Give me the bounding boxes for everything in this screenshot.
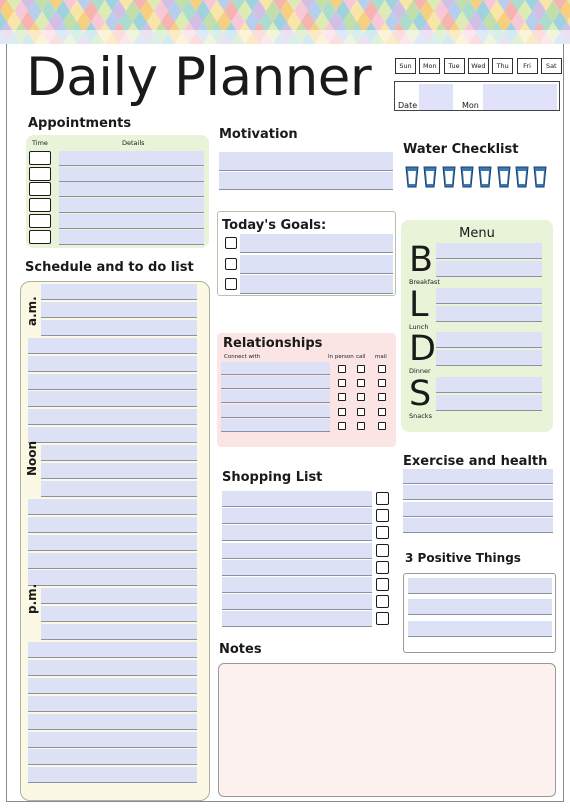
- schedule-line[interactable]: [28, 517, 197, 533]
- relationship-in-person-checkbox[interactable]: [338, 393, 346, 401]
- motivation-title: Motivation: [219, 127, 298, 142]
- positive-things-title: 3 Positive Things: [405, 551, 521, 565]
- appointment-details-line[interactable]: [59, 167, 204, 182]
- month-field[interactable]: [483, 84, 557, 110]
- menu-letter-dinner: D: [409, 329, 436, 369]
- water-cup-icon[interactable]: [405, 166, 419, 188]
- schedule-line[interactable]: [28, 767, 197, 783]
- positive-thing-line[interactable]: [408, 599, 552, 615]
- menu-meal-label-breakfast: Breakfast: [409, 278, 440, 286]
- relationships-col-connect: Connect with: [224, 354, 261, 360]
- day-box-mon[interactable]: Mon: [419, 58, 440, 74]
- exercise-line[interactable]: [403, 518, 553, 533]
- schedule-line[interactable]: [28, 714, 197, 730]
- goal-checkbox[interactable]: [225, 237, 237, 249]
- appointment-time-box[interactable]: [29, 182, 51, 196]
- shopping-list-line[interactable]: [222, 508, 372, 524]
- relationship-connect-line[interactable]: [221, 390, 330, 403]
- menu-line[interactable]: [436, 243, 542, 259]
- appointment-details-line[interactable]: [59, 230, 204, 245]
- schedule-line[interactable]: [28, 553, 197, 569]
- schedule-line[interactable]: [28, 660, 197, 676]
- water-checklist-title: Water Checklist: [403, 142, 519, 157]
- appointment-time-box[interactable]: [29, 167, 51, 181]
- shopping-list-checkbox[interactable]: [376, 509, 389, 522]
- shopping-list-line[interactable]: [222, 525, 372, 541]
- menu-line[interactable]: [436, 288, 542, 304]
- schedule-line[interactable]: [41, 463, 197, 479]
- day-box-thu[interactable]: Thu: [492, 58, 513, 74]
- goal-checkbox[interactable]: [225, 258, 237, 270]
- menu-line[interactable]: [436, 377, 542, 393]
- appointment-time-box[interactable]: [29, 214, 51, 228]
- water-cup-icon[interactable]: [478, 166, 492, 188]
- water-cup-icon[interactable]: [533, 166, 547, 188]
- pm-label: p.m.: [25, 583, 39, 614]
- relationships-panel: [217, 333, 396, 447]
- menu-panel: [401, 220, 553, 432]
- shopping-list-line[interactable]: [222, 594, 372, 610]
- schedule-line[interactable]: [28, 338, 197, 354]
- harlequin-pattern: [0, 0, 570, 44]
- relationships-col-call: call: [356, 354, 366, 360]
- relationships-col-person: In person: [328, 354, 354, 360]
- shopping-list-checkbox[interactable]: [376, 578, 389, 591]
- appointments-col-time: Time: [32, 139, 48, 147]
- appointments-title: Appointments: [28, 116, 132, 131]
- relationship-call-checkbox[interactable]: [357, 393, 365, 401]
- menu-meal-label-snacks: Snacks: [409, 411, 432, 420]
- month-label: Mon: [462, 101, 479, 110]
- relationship-call-checkbox[interactable]: [357, 408, 365, 416]
- goal-line[interactable]: [240, 234, 393, 253]
- schedule-line[interactable]: [28, 732, 197, 748]
- schedule-line[interactable]: [28, 374, 197, 390]
- schedule-line[interactable]: [41, 606, 197, 622]
- relationship-mail-checkbox[interactable]: [378, 422, 386, 430]
- appointment-details-line[interactable]: [59, 214, 204, 229]
- appointments-col-details: Details: [122, 139, 145, 147]
- relationship-connect-line[interactable]: [221, 362, 330, 375]
- menu-letter-breakfast: B: [409, 240, 434, 280]
- relationship-call-checkbox[interactable]: [357, 422, 365, 430]
- date-label: Date: [398, 101, 418, 110]
- schedule-line[interactable]: [28, 499, 197, 515]
- motivation-line[interactable]: [219, 172, 393, 190]
- shopping-list-checkbox[interactable]: [376, 612, 389, 625]
- exercise-line[interactable]: [403, 502, 553, 517]
- schedule-line[interactable]: [41, 302, 197, 318]
- exercise-line[interactable]: [403, 485, 553, 500]
- shopping-list-line[interactable]: [222, 611, 372, 627]
- noon-label: Noon: [25, 440, 39, 476]
- day-box-sat[interactable]: Sat: [541, 58, 562, 74]
- water-cup-icon[interactable]: [497, 166, 511, 188]
- motivation-line[interactable]: [219, 152, 393, 171]
- menu-meal-label-lunch: Lunch: [409, 322, 429, 331]
- relationship-connect-line[interactable]: [221, 419, 330, 432]
- shopping-list-checkbox[interactable]: [376, 492, 389, 505]
- shopping-list-line[interactable]: [222, 577, 372, 593]
- water-cup-icon[interactable]: [515, 166, 529, 188]
- relationship-connect-line[interactable]: [221, 376, 330, 389]
- day-of-week-selector: [395, 58, 565, 76]
- schedule-panel: [20, 281, 210, 801]
- notes-title: Notes: [219, 642, 262, 657]
- menu-meal-label-dinner: Dinner: [409, 367, 431, 375]
- exercise-title: Exercise and health: [403, 454, 548, 469]
- menu-letter-lunch: L: [409, 284, 429, 325]
- schedule-line[interactable]: [28, 535, 197, 551]
- am-label: a.m.: [25, 296, 39, 326]
- shopping-list-checkbox[interactable]: [376, 526, 389, 539]
- schedule-line[interactable]: [41, 588, 197, 604]
- schedule-line[interactable]: [28, 570, 197, 586]
- relationship-mail-checkbox[interactable]: [378, 393, 386, 401]
- schedule-line[interactable]: [28, 642, 197, 658]
- day-box-sun[interactable]: Sun: [395, 58, 416, 74]
- shopping-list-checkbox[interactable]: [376, 544, 389, 557]
- goals-title: Today's Goals:: [222, 218, 327, 233]
- relationship-mail-checkbox[interactable]: [378, 365, 386, 373]
- date-field[interactable]: [419, 84, 453, 110]
- water-cup-icon[interactable]: [442, 166, 456, 188]
- relationship-in-person-checkbox[interactable]: [338, 408, 346, 416]
- schedule-line[interactable]: [41, 481, 197, 497]
- notes-area[interactable]: [218, 663, 556, 797]
- appointment-time-box[interactable]: [29, 198, 51, 212]
- goal-line[interactable]: [240, 275, 393, 294]
- shopping-list-title: Shopping List: [222, 470, 323, 485]
- schedule-line[interactable]: [41, 320, 197, 336]
- appointment-time-box[interactable]: [29, 230, 51, 244]
- relationship-in-person-checkbox[interactable]: [338, 379, 346, 387]
- schedule-line[interactable]: [28, 409, 197, 425]
- relationship-in-person-checkbox[interactable]: [338, 365, 346, 373]
- relationship-call-checkbox[interactable]: [357, 379, 365, 387]
- schedule-line[interactable]: [28, 678, 197, 694]
- schedule-line[interactable]: [28, 427, 197, 443]
- pattern-fade: [0, 30, 570, 44]
- schedule-title: Schedule and to do list: [25, 260, 194, 275]
- positive-thing-line[interactable]: [408, 578, 552, 594]
- appointment-time-box[interactable]: [29, 151, 51, 165]
- schedule-line[interactable]: [41, 445, 197, 461]
- day-box-fri[interactable]: Fri: [517, 58, 538, 74]
- water-cups: [405, 166, 555, 190]
- relationship-in-person-checkbox[interactable]: [338, 422, 346, 430]
- day-box-tue[interactable]: Tue: [444, 58, 465, 74]
- menu-line[interactable]: [436, 306, 542, 322]
- schedule-line[interactable]: [28, 696, 197, 712]
- positive-things-panel: [403, 573, 556, 653]
- shopping-list-checkbox[interactable]: [376, 561, 389, 574]
- schedule-line[interactable]: [41, 624, 197, 640]
- schedule-line[interactable]: [28, 356, 197, 372]
- water-cup-icon[interactable]: [460, 166, 474, 188]
- menu-letter-snacks: S: [409, 373, 432, 414]
- shopping-list-line[interactable]: [222, 543, 372, 559]
- exercise-line[interactable]: [403, 469, 553, 484]
- menu-line[interactable]: [436, 332, 542, 348]
- day-box-wed[interactable]: Wed: [468, 58, 489, 74]
- schedule-line[interactable]: [41, 284, 197, 300]
- shopping-list-line[interactable]: [222, 560, 372, 576]
- menu-line[interactable]: [436, 395, 542, 411]
- date-box: [394, 81, 560, 111]
- appointment-details-line[interactable]: [59, 151, 204, 166]
- relationships-col-mail: mail: [375, 354, 387, 360]
- shopping-list-checkbox[interactable]: [376, 595, 389, 608]
- menu-line[interactable]: [436, 350, 542, 366]
- goal-checkbox[interactable]: [225, 278, 237, 290]
- schedule-line[interactable]: [28, 391, 197, 407]
- page-title: Daily Planner: [26, 47, 372, 108]
- relationship-mail-checkbox[interactable]: [378, 408, 386, 416]
- goals-panel: [217, 211, 396, 296]
- schedule-line[interactable]: [28, 749, 197, 765]
- appointments-panel: [26, 135, 209, 248]
- menu-line[interactable]: [436, 261, 542, 277]
- appointment-details-line[interactable]: [59, 198, 204, 213]
- positive-thing-line[interactable]: [408, 621, 552, 637]
- relationships-title: Relationships: [223, 336, 323, 351]
- menu-title: Menu: [459, 226, 495, 241]
- decorative-pattern-border: [0, 0, 570, 44]
- relationship-call-checkbox[interactable]: [357, 365, 365, 373]
- goal-line[interactable]: [240, 255, 393, 274]
- relationship-mail-checkbox[interactable]: [378, 379, 386, 387]
- appointment-details-line[interactable]: [59, 182, 204, 197]
- relationship-connect-line[interactable]: [221, 405, 330, 418]
- water-cup-icon[interactable]: [423, 166, 437, 188]
- shopping-list-line[interactable]: [222, 491, 372, 507]
